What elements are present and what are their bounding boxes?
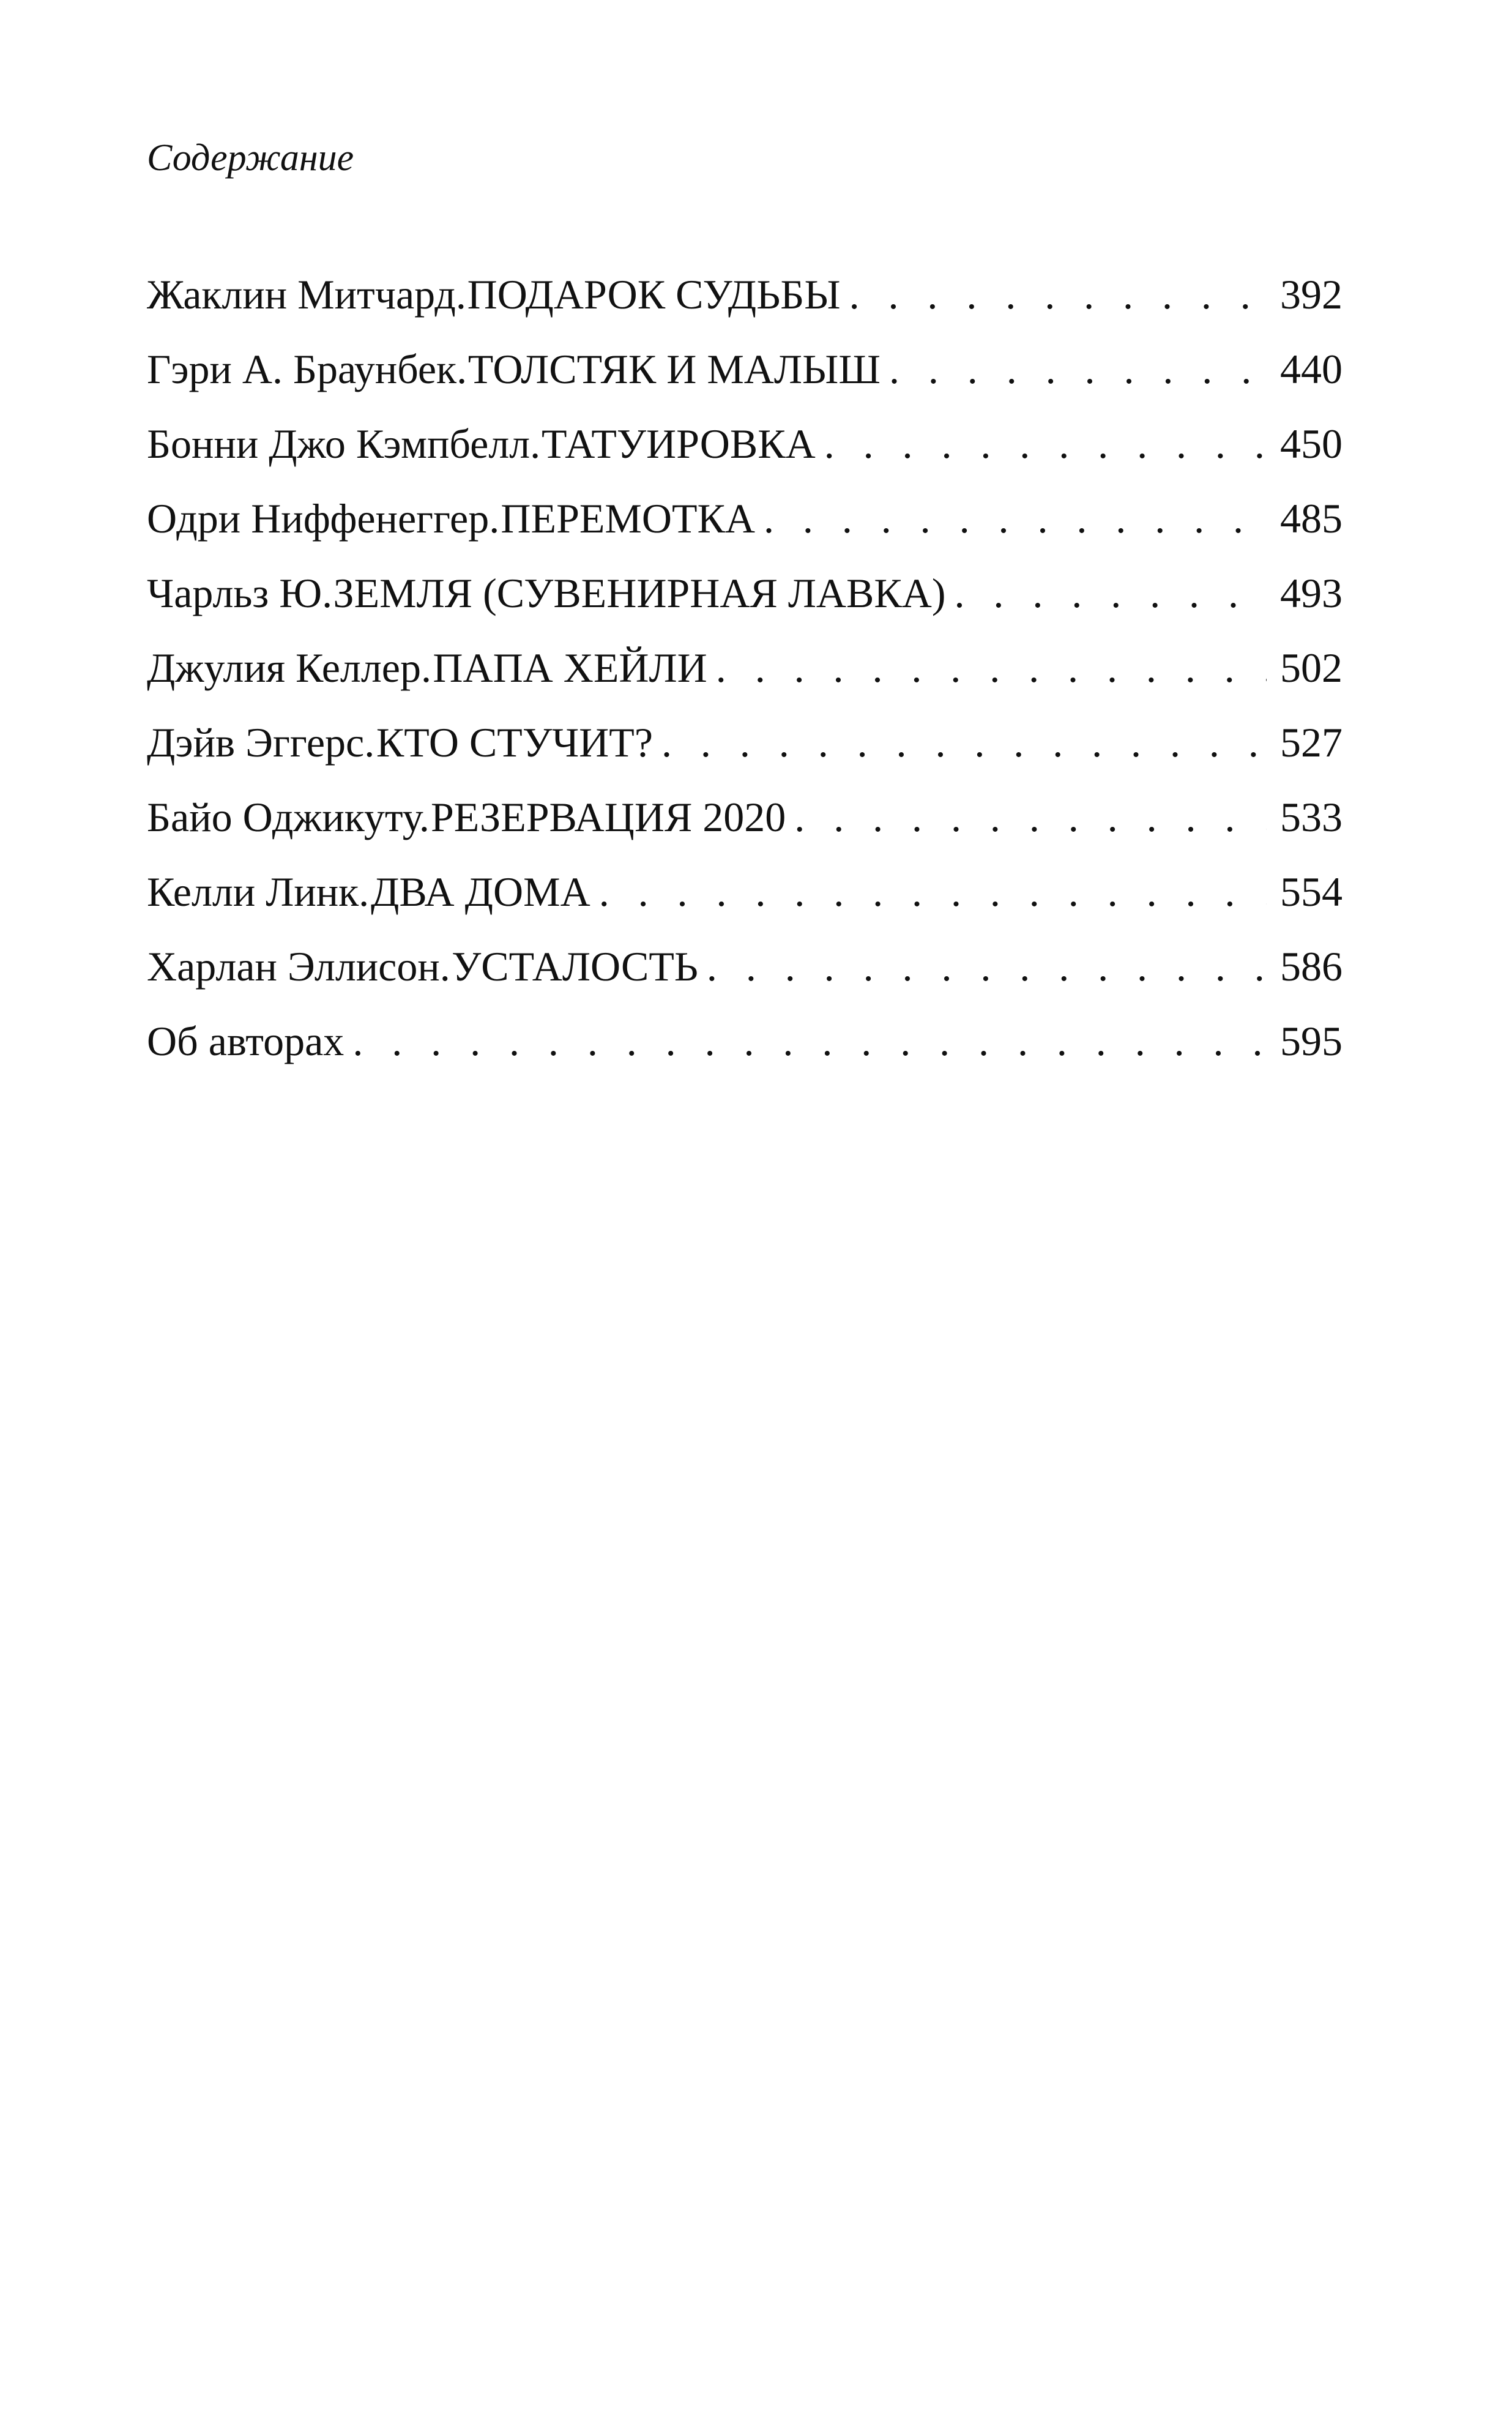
dot-leader [352, 1004, 1267, 1078]
dot-leader [794, 780, 1267, 854]
dot-leader [849, 257, 1267, 332]
toc-author: Келли Линк. [147, 868, 370, 915]
running-head: Содержание [147, 137, 354, 179]
toc-page-number: 450 [1280, 420, 1343, 467]
dot-leader [955, 556, 1267, 630]
table-of-contents [147, 257, 1343, 1078]
toc-author: Байо Оджикуту. [147, 794, 430, 840]
toc-author: Одри Ниффенеггер. [147, 495, 500, 542]
toc-title: КТО СТУЧИТ? [376, 719, 654, 766]
toc-title: ТАТУИРОВКА [542, 420, 816, 467]
toc-title: ТОЛСТЯК И МАЛЫШ [467, 346, 881, 392]
toc-entry-9 [147, 854, 1343, 929]
toc-entry-5 [147, 556, 1343, 630]
toc-page-number: 493 [1280, 570, 1343, 616]
toc-entry-1 [147, 257, 1343, 332]
toc-author: Бонни Джо Кэмпбелл. [147, 420, 541, 467]
toc-page-number: 440 [1280, 346, 1343, 392]
toc-entry-2 [147, 332, 1343, 406]
toc-title: ДВА ДОМА [371, 868, 590, 915]
toc-title: РЕЗЕРВАЦИЯ 2020 [430, 794, 786, 840]
toc-entry-3 [147, 406, 1343, 481]
toc-title: ЗЕМЛЯ (СУВЕНИРНАЯ ЛАВКА) [333, 570, 946, 616]
toc-author: Чарльз Ю. [147, 570, 333, 616]
toc-page-number: 485 [1280, 495, 1343, 542]
toc-author: Джулия Келлер. [147, 644, 431, 691]
toc-page-number: 527 [1280, 719, 1343, 766]
toc-author: Харлан Эллисон. [147, 943, 450, 990]
toc-entry-8 [147, 780, 1343, 854]
toc-entry-11 [147, 1004, 1343, 1078]
toc-page-number: 595 [1280, 1018, 1343, 1064]
toc-entry-6 [147, 630, 1343, 705]
toc-author: Об авторах [147, 1018, 344, 1064]
dot-leader [889, 332, 1267, 406]
toc-title: ПАПА ХЕЙЛИ [433, 644, 707, 691]
dot-leader [824, 406, 1267, 481]
toc-author: Дэйв Эггерс. [147, 719, 375, 766]
toc-page-number: 586 [1280, 943, 1343, 990]
toc-page-number: 502 [1279, 644, 1343, 691]
toc-page-number: 392 [1280, 271, 1343, 318]
toc-page-number: 533 [1280, 794, 1343, 840]
toc-entry-4 [147, 481, 1343, 556]
dot-leader [707, 929, 1267, 1004]
dot-leader [716, 630, 1267, 705]
dot-leader [599, 854, 1267, 929]
dot-leader [764, 481, 1267, 556]
toc-title: ПОДАРОК СУДЬБЫ [467, 271, 841, 318]
toc-title: ПЕРЕМОТКА [501, 495, 755, 542]
toc-title: УСТАЛОСТЬ [452, 943, 698, 990]
toc-page-number: 554 [1280, 868, 1343, 915]
toc-entry-7 [147, 705, 1343, 780]
toc-entry-10 [147, 929, 1343, 1004]
toc-author: Жаклин Митчард. [147, 271, 466, 318]
toc-author: Гэри А. Браунбек. [147, 346, 467, 392]
dot-leader [661, 705, 1267, 780]
